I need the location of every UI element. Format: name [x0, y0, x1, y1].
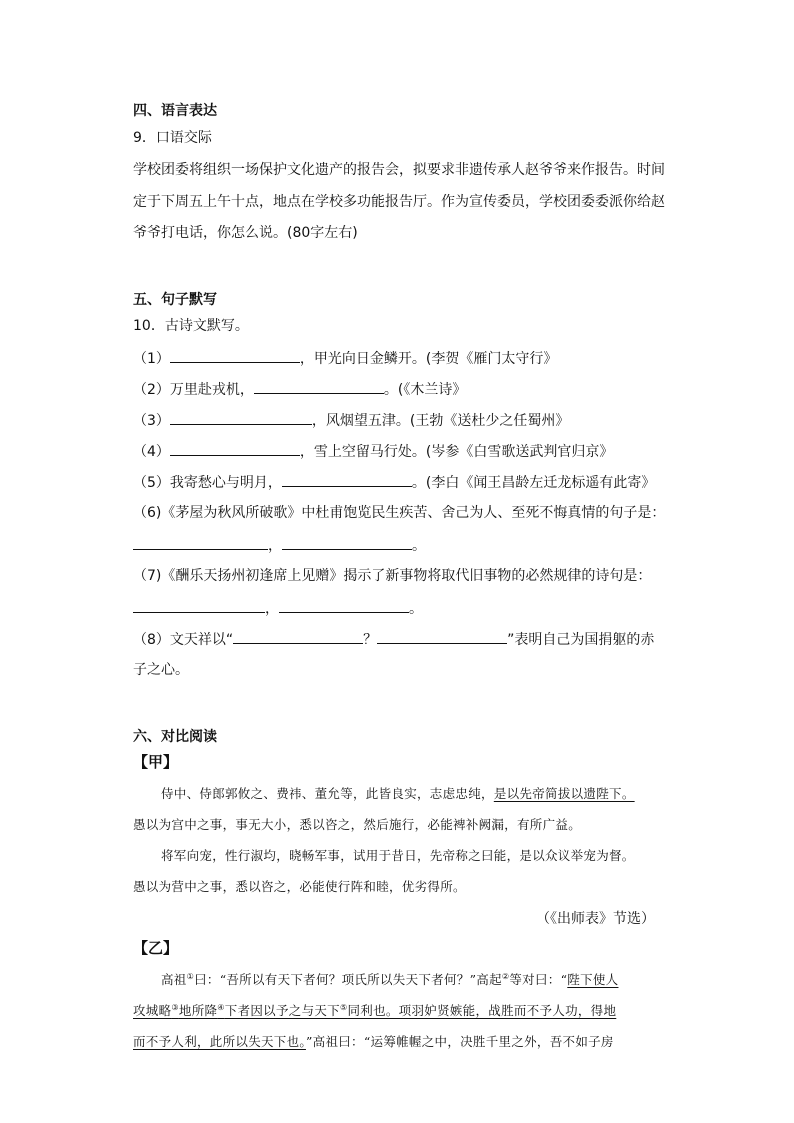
- footnote-marker: ③: [171, 1002, 179, 1012]
- item-text: ，雪上空留马行处。(岑参《白雪歌送武判官归京》: [299, 444, 614, 460]
- answer-blank[interactable]: [279, 598, 409, 613]
- recite-item-8-tail: 子之心。: [133, 662, 189, 678]
- underlined-sentence: 是以先帝简拔以遗陛下。: [493, 786, 635, 801]
- item-number: （2）: [133, 382, 170, 398]
- footnote-marker: ①: [186, 971, 195, 981]
- passage-text: 同利也。项羽妒贤嫉能，战胜而不予人功，得地: [347, 1003, 617, 1018]
- passage-jia-p1-line-2: 愚以为宫中之事，事无大小，悉以咨之，然后施行，必能裨补阙漏，有所广益。: [133, 817, 582, 832]
- punctuation: ？: [363, 632, 378, 648]
- section-6-heading: 六、对比阅读: [133, 729, 217, 745]
- passage-text: 下者因以予之与天下: [224, 1003, 340, 1018]
- item-number: （1）: [133, 351, 170, 367]
- passage-yi-line-2: [133, 1001, 616, 1021]
- question-9-title: 9．口语交际: [133, 130, 212, 146]
- passage-text: 曰：“吾所以有天下者何？项氏所以失天下者何？”高起: [194, 972, 502, 987]
- recite-item-7-prompt: （7)《酬乐天扬州初逢席上见赠》揭示了新事物将取代旧事物的必然规律的诗句是：: [133, 568, 652, 584]
- answer-blank[interactable]: [254, 379, 384, 394]
- footnote-marker: ④: [217, 1002, 225, 1012]
- passage-jia-p2-line-1: 将军向宠，性行淑均，晓畅军事，试用于昔日，先帝称之曰能，是以众议举宠为督。: [161, 848, 635, 863]
- answer-blank[interactable]: [282, 472, 412, 487]
- punctuation: ，: [268, 538, 282, 554]
- underlined-sentence: 而不予人利，此所以失天下也。: [133, 1034, 306, 1049]
- recite-item-6-prompt: （6)《茅屋为秋风所破歌》中杜甫饱览民生疾苦、舍己为人、至死不悔真情的句子是：: [133, 505, 666, 521]
- question-9-line-3: 爷爷打电话，你怎么说。(80字左右): [133, 225, 358, 241]
- item-number: （3）: [133, 413, 170, 429]
- answer-blank[interactable]: [170, 441, 300, 456]
- footnote-marker: ⑤: [339, 1002, 348, 1012]
- item-text: 我寄愁心与明月，: [169, 475, 282, 491]
- item-text: ，风烟望五津。(王勃《送杜少之任蜀州》: [311, 413, 570, 429]
- item-text: ”表明自己为国捐躯的赤: [507, 632, 655, 648]
- passage-yi-label: 【乙】: [133, 939, 179, 957]
- item-number: （5）: [133, 475, 170, 491]
- recite-item-4: [133, 441, 613, 462]
- section-4-heading: 四、语言表达: [133, 103, 217, 119]
- passage-jia-p1-line-1: [161, 784, 635, 804]
- question-9-line-2: 定于下周五上午十点，地点在学校多功能报告厅。作为宣传委员，学校团委委派你给赵: [133, 194, 665, 210]
- passage-jia-p2-line-2: 愚以为营中之事，悉以咨之，必能使行阵和睦，优劣得所。: [133, 879, 466, 894]
- item-text: （8）文天祥以“: [133, 632, 234, 648]
- section-5-heading: 五、句子默写: [133, 292, 217, 308]
- footnote-marker: ②: [501, 971, 510, 981]
- item-text: 。(《木兰诗》: [383, 382, 467, 398]
- item-number: （4）: [133, 444, 170, 460]
- question-9-line-1: 学校团委将组织一场保护文化遗产的报告会，拟要求非遗传承人赵爷爷来作报告。时间: [133, 162, 665, 178]
- answer-blank[interactable]: [233, 629, 363, 644]
- underlined-sentence: [133, 1003, 616, 1018]
- answer-blank[interactable]: [377, 629, 507, 644]
- passage-text: 等对曰：“: [509, 972, 568, 987]
- item-text: 。(李白《闻王昌龄左迁龙标遥有此寄》: [411, 475, 656, 491]
- recite-item-2: [133, 379, 466, 400]
- passage-text: 攻城略: [133, 1003, 172, 1018]
- passage-text: 高祖: [161, 972, 187, 987]
- passage-text: ”高祖曰：“运筹帷幄之中，决胜千里之外，吾不如子房: [305, 1034, 614, 1049]
- item-text: ，甲光向日金鳞开。(李贺《雁门太守行》: [299, 351, 558, 367]
- punctuation: ，: [265, 601, 279, 617]
- recite-item-6-answer: [133, 535, 426, 556]
- passage-yi-line-1: [161, 970, 618, 990]
- recite-item-8: [133, 629, 654, 650]
- answer-blank[interactable]: [133, 598, 265, 613]
- item-text: 万里赴戎机，: [169, 382, 254, 398]
- recite-item-1: [133, 348, 557, 369]
- recite-item-7-answer: [133, 598, 423, 619]
- recite-item-5: [133, 472, 655, 493]
- passage-text: 地所降: [178, 1003, 218, 1018]
- punctuation: 。: [412, 538, 426, 554]
- answer-blank[interactable]: [170, 348, 300, 363]
- passage-jia-source: （《出师表》节选）: [536, 911, 655, 927]
- punctuation: 。: [409, 601, 423, 617]
- passage-jia-label: 【甲】: [133, 753, 179, 771]
- passage-text: 侍中、侍郎郭攸之、费祎、董允等，此皆良实，志虑忠纯，: [161, 786, 494, 801]
- answer-blank[interactable]: [133, 535, 268, 550]
- answer-blank[interactable]: [170, 410, 312, 425]
- passage-yi-line-3: [133, 1032, 614, 1052]
- underlined-sentence: 陛下使人: [567, 972, 619, 987]
- answer-blank[interactable]: [282, 535, 412, 550]
- recite-item-3: [133, 410, 569, 431]
- question-10-title: 10．古诗文默写。: [133, 318, 249, 334]
